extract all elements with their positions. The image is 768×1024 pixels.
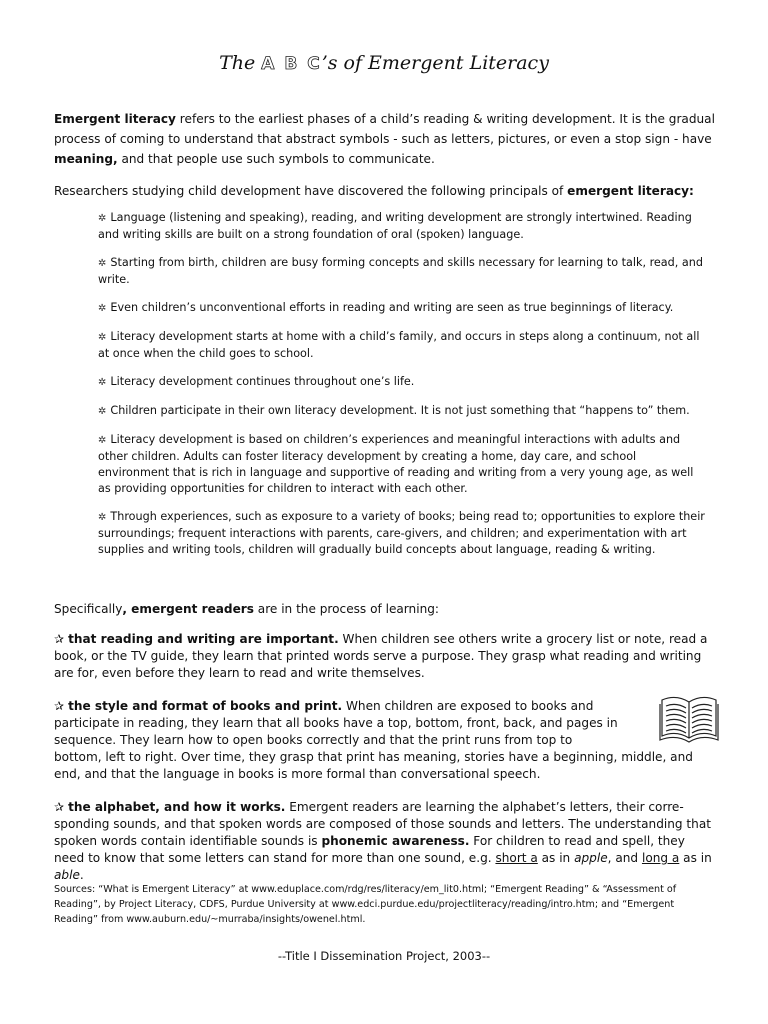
gear-bullet-icon: ✲: [98, 258, 107, 269]
footer-credit: --Title I Dissemination Project, 2003--: [277, 949, 491, 963]
learning-point-alphabet: ✰ the alphabet, and how it works. Emergent readers are learning the alphabet’s letters, their corre-sponding sounds, and that spoken words are composed of those sounds and letters. The understanding that spoken words contain identifiable sounds is phonemic awareness. For children to read and spell, they need to know that some letters can stand for more than one sound, e.g. short a as in apple, and long a as in able.: [54, 800, 712, 882]
title-prefix: The: [219, 52, 262, 74]
open-book-icon: [658, 690, 720, 746]
list-item: ✲ Language (listening and speaking), reading, and writing development are strongly intertwined. Reading and writing skills are built on a strong foundation of oral (spoken) language.: [98, 211, 692, 241]
specifically-comma: ,: [122, 602, 132, 616]
researchers-text: Researchers studying child development have discovered the following principals of: [54, 184, 568, 198]
apple-example: apple: [574, 851, 608, 865]
point-text: Emergent readers are learning the alphabet’s letters, their corre-sponding sounds, and that spoken words are composed of those sounds and letters. The understanding that spoken words contain identifiable sounds is: [54, 800, 711, 848]
point-text-tail: bottom, left to right. Over time, they grasp that print has meaning, stories have a beginning, middle, and end, and that the language in books is more formal than conversational speech.: [54, 750, 693, 781]
point-heading: the alphabet, and how it works.: [68, 800, 286, 814]
specifically-pre: Specifically: [54, 602, 123, 616]
point-heading: that reading and writing are important.: [68, 632, 339, 646]
gear-bullet-icon: ✲: [98, 512, 107, 523]
point-heading: the style and format of books and print.: [68, 699, 343, 713]
list-item: ✲ Literacy development is based on children’s experiences and meaningful interactions with adults and other children. Adults can foster literacy development by creating a home, day care, and school environment that is rich in language and supportive of reading and writing from a very young age, as well as providing opportunities for children to interact with each other.: [98, 433, 694, 495]
point-text: When children are exposed to books and participate in reading, they learn that all books have a top, bottom, front, back, and pages in sequence. They learn how to open books correctly and that the print runs from top to: [54, 699, 618, 747]
gear-bullet-icon: ✲: [98, 435, 107, 446]
researchers-paragraph: [54, 181, 716, 201]
list-item: ✲ Children participate in their own literacy development. It is not just something that “happens to” them.: [98, 404, 690, 417]
researchers-term: emergent literacy:: [567, 184, 694, 198]
gear-bullet-icon: ✲: [98, 377, 107, 388]
title-suffix: ’s of Emergent Literacy: [321, 52, 549, 74]
page-title: [0, 52, 768, 74]
gear-bullet-icon: ✲: [98, 406, 107, 417]
phonemic-awareness-term: phonemic awareness.: [321, 834, 470, 848]
short-a-term: short a: [495, 851, 538, 865]
learning-point-importance: [54, 631, 716, 682]
principles-list: [98, 210, 708, 570]
gear-bullet-icon: ✲: [98, 213, 107, 224]
intro-term: Emergent literacy: [54, 112, 176, 126]
list-item: ✲ Through experiences, such as exposure to a variety of books; being read to; opportunities to explore their surroundings; frequent interactions with parents, care-givers, and children; and experimentation with art supplies and writing tools, children will gradually build concepts about language, reading & writing.: [98, 510, 705, 556]
intro-text-2: and that people use such symbols to communicate.: [117, 152, 435, 166]
intro-meaning: meaning,: [54, 152, 118, 166]
long-a-term: long a: [641, 851, 680, 865]
list-item: ✲ Literacy development continues throughout one’s life.: [98, 375, 415, 388]
gear-bullet-icon: ✲: [98, 332, 107, 343]
star-icon: ✰: [54, 632, 65, 646]
point-text: For children to read and spell, they need to know that some letters can stand for more than one sound, e.g.: [54, 834, 685, 865]
intro-paragraph: [54, 109, 716, 169]
list-item: ✲ Starting from birth, children are busy forming concepts and skills necessary for learning to talk, read, and write.: [98, 256, 703, 286]
title-abc: A B C: [261, 54, 322, 74]
sources-note: Sources: “What is Emergent Literacy” at www.eduplace.com/rdg/res/literacy/em_lit0.html; “Emergent Reading” & “Assessment of Reading”, by Project Literacy, CDFS, Purdue University at www.edci.purdue.edu/projectliteracy/reading/intro.htm; and “Emergent Reading” from www.auburn.edu/~murraba/insights/owenel.html.: [54, 884, 677, 925]
intro-text-1: refers to the earliest phases of a child’s reading & writing development. It is the gradual process of coming to understand that abstract symbols - such as letters, pictures, or even a stop sign - have: [54, 112, 715, 146]
star-icon: ✰: [54, 699, 65, 713]
star-icon: ✰: [54, 800, 65, 814]
specifically-post: are in the process of learning:: [253, 602, 439, 616]
able-example: able: [54, 868, 80, 882]
point-text: When children see others write a grocery list or note, read a book, or the TV guide, they learn that printed words serve a purpose. They grasp what reading and writing are for, even before they learn to read and write themselves.: [54, 632, 708, 680]
list-item: ✲ Literacy development starts at home with a child’s family, and occurs in steps along a continuum, not all at once when the child goes to school.: [98, 330, 700, 360]
specifically-term: emergent readers: [131, 602, 254, 616]
learning-point-format: [54, 698, 693, 783]
specifically-paragraph: [54, 599, 716, 619]
gear-bullet-icon: ✲: [98, 303, 107, 314]
list-item: ✲ Even children’s unconventional efforts in reading and writing are seen as true beginnings of literacy.: [98, 301, 674, 314]
